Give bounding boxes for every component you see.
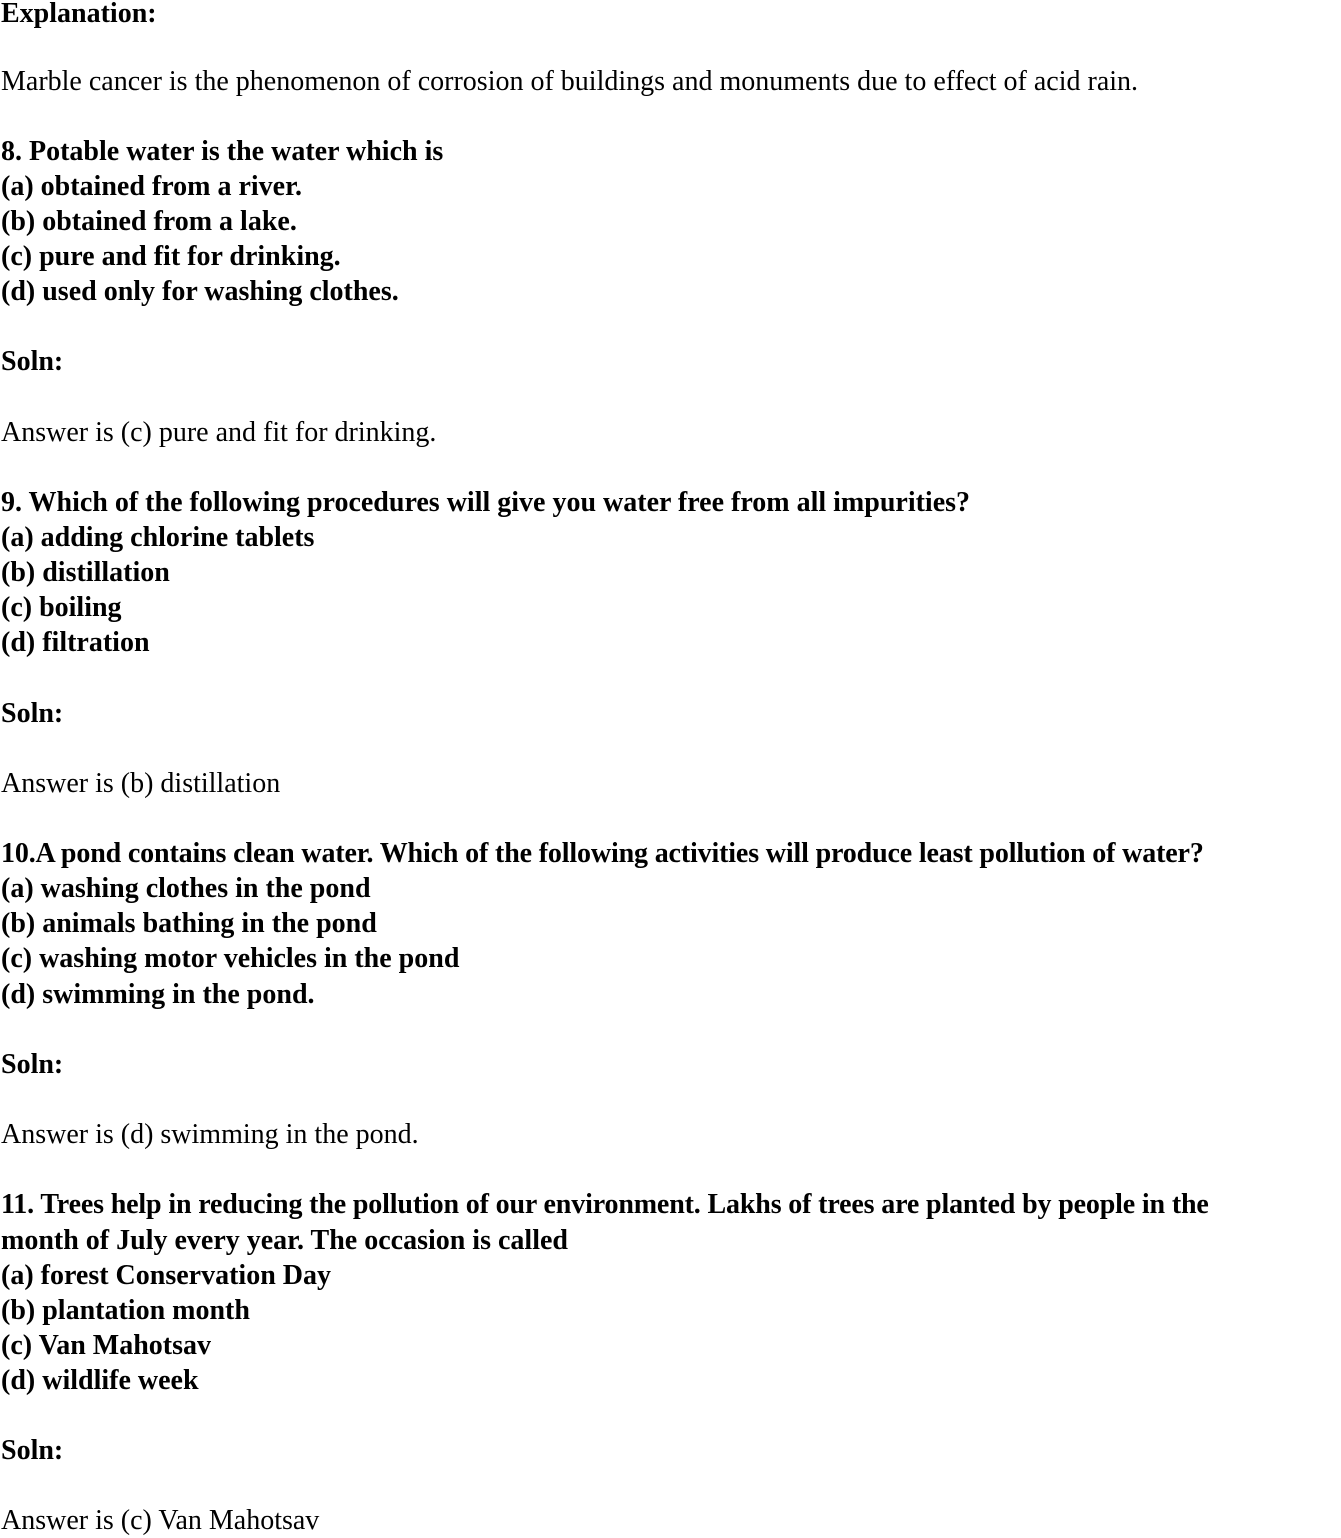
soln-label: Soln:	[1, 698, 64, 729]
option-a: (a) forest Conservation Day	[1, 1260, 331, 1291]
option-b: (b) distillation	[1, 557, 170, 588]
soln-label: Soln:	[1, 1435, 64, 1466]
answer-text: Answer is (d) swimming in the pond.	[1, 1119, 419, 1150]
answer-text: Answer is (b) distillation	[1, 768, 281, 799]
option-d: (d) wildlife week	[1, 1365, 199, 1396]
explanation-text: Marble cancer is the phenomenon of corrosion of buildings and monuments due to effect of acid rain.	[1, 66, 1139, 97]
question-text-line-1: 11. Trees help in reducing the pollution of our environment. Lakhs of trees are planted by people in the	[1, 1189, 1209, 1220]
option-b: (b) obtained from a lake.	[1, 206, 297, 237]
answer-text: Answer is (c) Van Mahotsav	[1, 1505, 320, 1536]
option-b: (b) animals bathing in the pond	[1, 908, 377, 939]
option-a: (a) washing clothes in the pond	[1, 873, 371, 904]
soln-label: Soln:	[1, 346, 64, 377]
option-d: (d) filtration	[1, 627, 150, 658]
option-c: (c) Van Mahotsav	[1, 1330, 212, 1361]
option-a: (a) adding chlorine tablets	[1, 522, 315, 553]
explanation-heading: Explanation:	[1, 0, 157, 29]
option-c: (c) washing motor vehicles in the pond	[1, 943, 460, 974]
option-a: (a) obtained from a river.	[1, 171, 302, 202]
option-d: (d) swimming in the pond.	[1, 979, 315, 1010]
option-c: (c) pure and fit for drinking.	[1, 241, 341, 272]
question-text: 8. Potable water is the water which is	[1, 136, 444, 167]
option-b: (b) plantation month	[1, 1295, 250, 1326]
answer-text: Answer is (c) pure and fit for drinking.	[1, 417, 437, 448]
option-c: (c) boiling	[1, 592, 122, 623]
question-text: 9. Which of the following procedures will give you water free from all impurities?	[1, 487, 971, 518]
question-text: 10.A pond contains clean water. Which of the following activities will produce least pollution of water?	[1, 838, 1204, 869]
question-text-line-2: month of July every year. The occasion is called	[1, 1225, 568, 1256]
soln-label: Soln:	[1, 1049, 64, 1080]
option-d: (d) used only for washing clothes.	[1, 276, 399, 307]
